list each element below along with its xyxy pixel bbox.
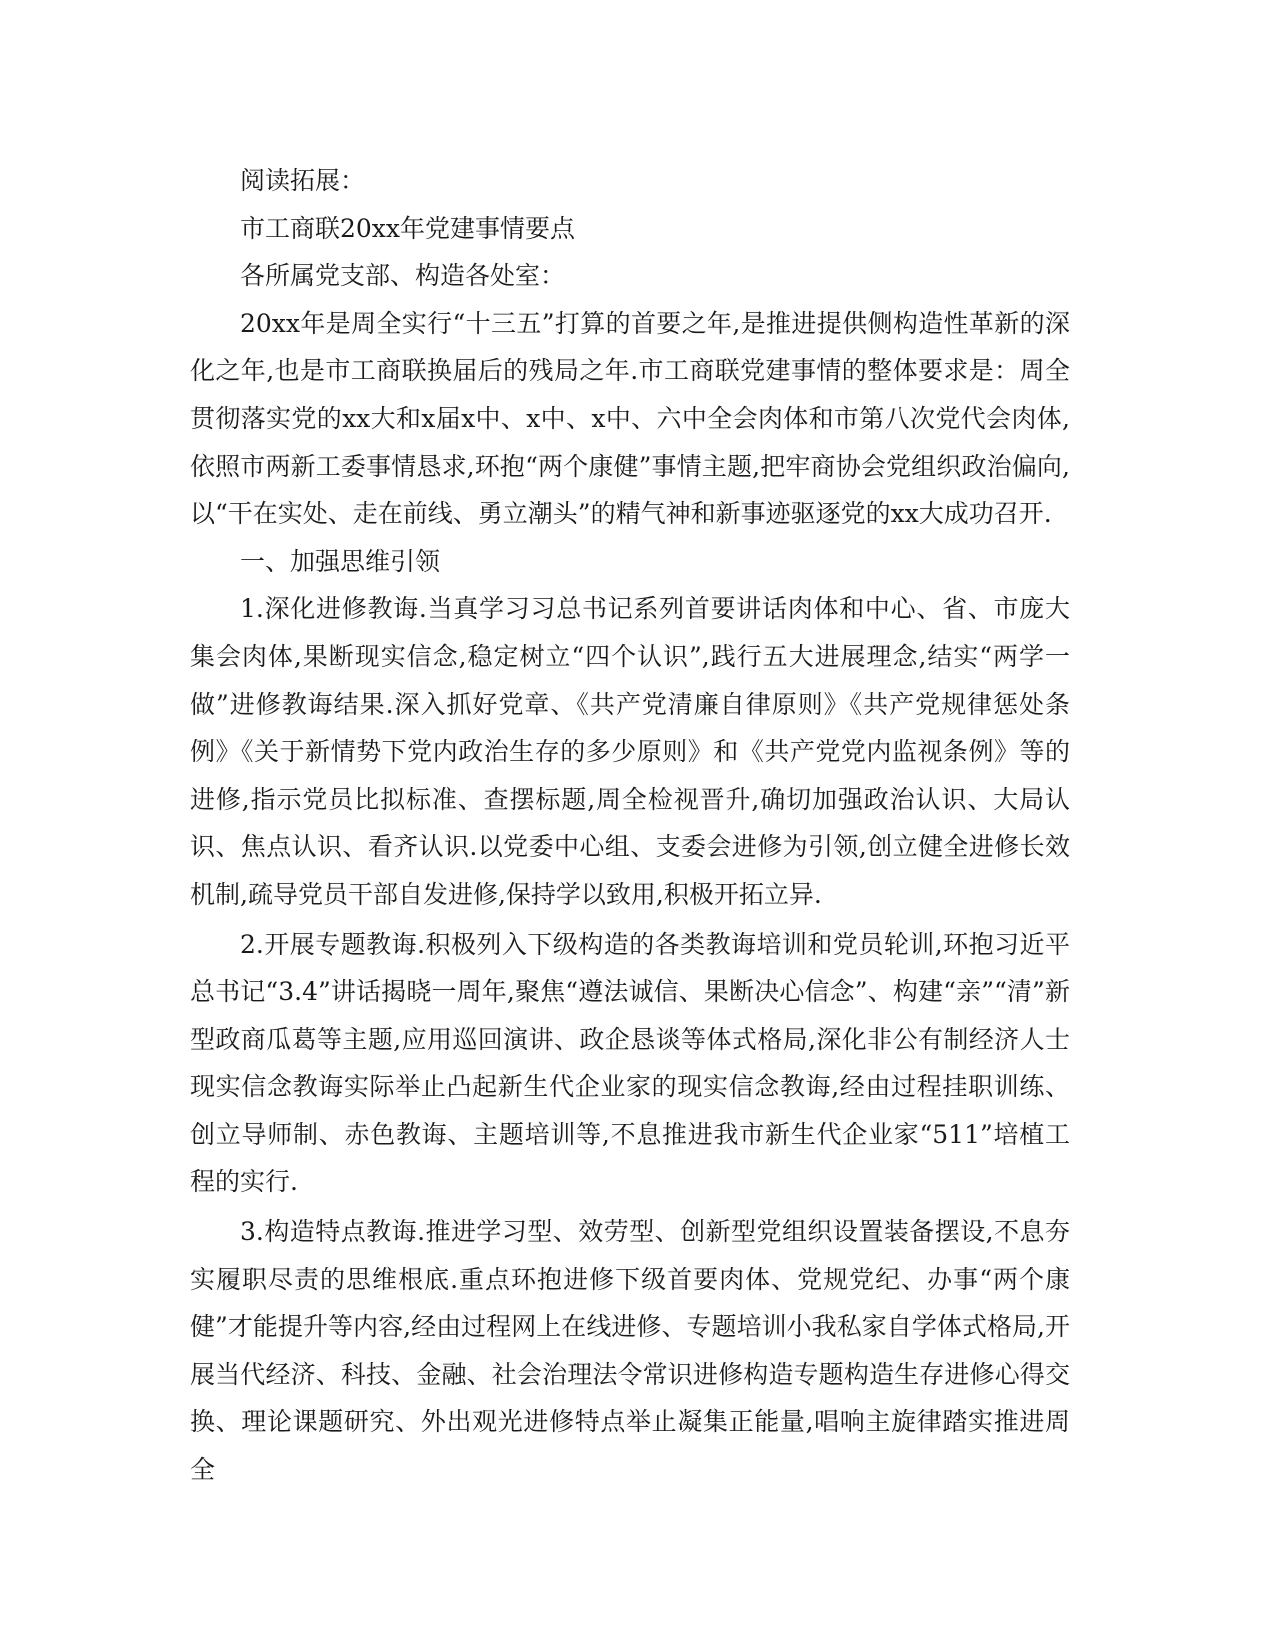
paragraph-salutation: 各所属党支部、构造各处室： bbox=[240, 261, 566, 291]
paragraph-item-1: 1.深化进修教诲.当真学习习总书记系列首要讲话肉体和中心、省、市庞大集会肉体,果断现实信念,稳定树立“四个认识”,践行五大进展理念,结实“两学一做”进修教诲结果.深入抓好党章、《共产党清廉自律原则》《共产党规律惩处条例》《关于新情势下党内政治生存的多少原则》和《共产党党内监视条例》等的进修,指示党员比拟标准、查摆标题,周全检视晋升,确切加强政治认识、大局认识、焦点认识、看齐认识.以党委中心组、支委会进修为引领,创立健全进修长效机制,疏导党员干部自发进修,保持学以致用,积极开拓立异. bbox=[190, 594, 1070, 909]
paragraph-title: 市工商联20xx年党建事情要点 bbox=[240, 213, 576, 243]
paragraph-overview: 20xx年是周全实行“十三五”打算的首要之年,是推进提供侧构造性革新的深化之年,也是市工商联换届后的残局之年.市工商联党建事情的整体要求是：周全贯彻落实党的xx大和x届x中、x中、x中、六中全会肉体和市第八次党代会肉体,依照市两新工委事情恳求,环抱“两个康健”事情主题,把牢商协会党组织政治偏向,以“干在实处、走在前线、勇立潮头”的精气神和新事迹驱逐党的xx大成功召开. bbox=[190, 308, 1070, 529]
paragraph-reading-extension: 阅读拓展： bbox=[240, 166, 366, 195]
paragraph-item-2: 2.开展专题教诲.积极列入下级构造的各类教诲培训和党员轮训,环抱习近平总书记“3.4”讲话揭晓一周年,聚焦“遵法诚信、果断决心信念”、构建“亲”“清”新型政商瓜葛等主题,应用巡回演讲、政企恳谈等体式格局,深化非公有制经济人士现实信念教诲实际举止凸起新生代企业家的现实信念教诲,经由过程挂职训练、创立导师制、赤色教诲、主题培训等,不息推进我市新生代企业家“511”培植工程的实行. bbox=[190, 929, 1070, 1197]
section-heading-1: 一、加强思维引领 bbox=[240, 546, 441, 576]
paragraph-item-3: 3.构造特点教诲.推进学习型、效劳型、创新型党组织设置装备摆设,不息夯实履职尽责的思维根底.重点环抱进修下级首要肉体、党规党纪、办事“两个康健”才能提升等内容,经由过程网上在线进修、专题培训小我私家自学体式格局,开展当代经济、科技、金融、社会治理法令常识进修构造专题构造生存进修心得交换、理论课题研究、外出观光进修特点举止凝集正能量,唱响主旋律踏实推进周全 bbox=[190, 1217, 1070, 1485]
document-body bbox=[190, 157, 1070, 1494]
